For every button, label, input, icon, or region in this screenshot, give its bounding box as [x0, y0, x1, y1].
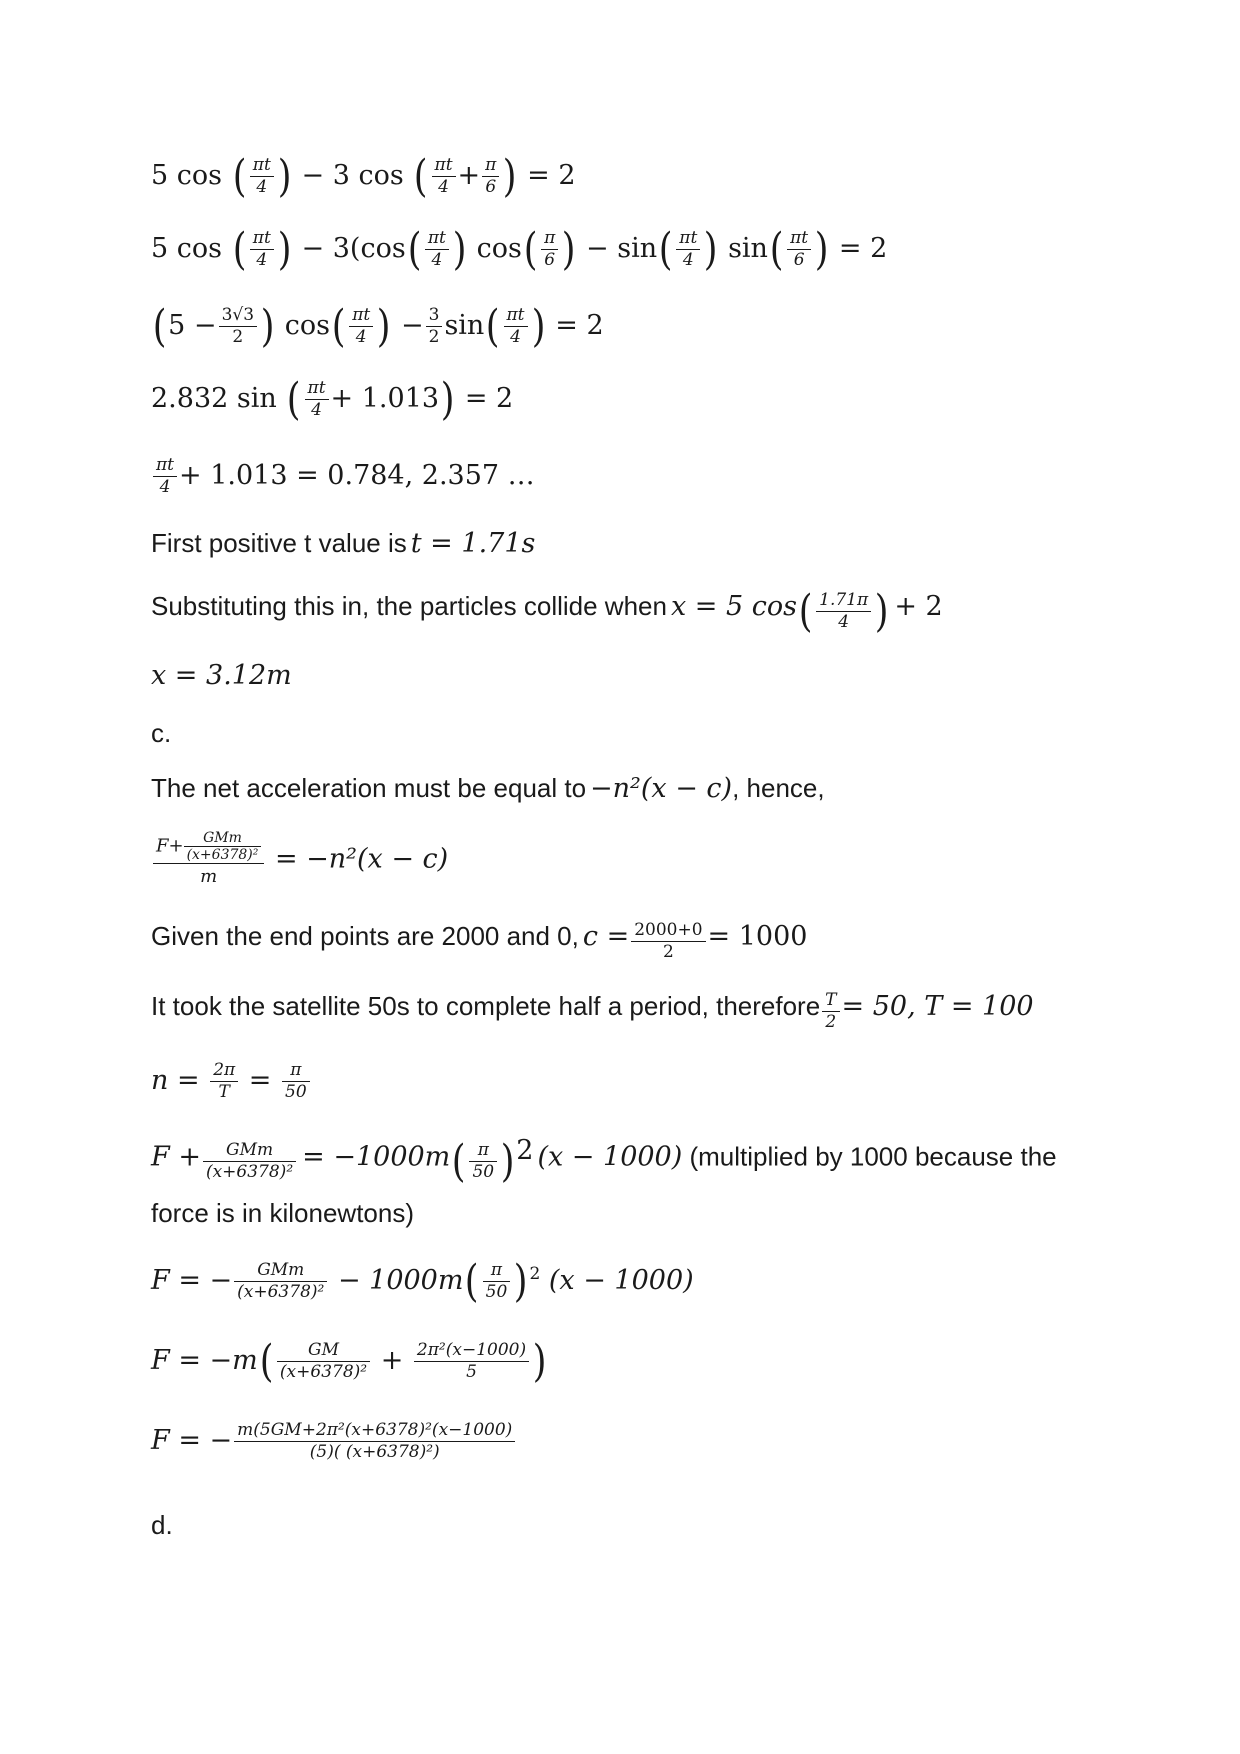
fraction: $\frac{\pi}{50}$ — [469, 1140, 497, 1183]
fraction: $\frac{\pi}{50}$ — [282, 1060, 310, 1103]
part-d-label: d. — [151, 1510, 173, 1540]
equation-step-5: $\frac{\pi t}{4}$ + 1.013 = 0.784, 2.357 … — [151, 455, 535, 498]
force-equation-4: F = − $\frac{\text{m(5GM+2π²(x+6378)²(x−1000)}}{\text{(5)( (x+6378)²)}}$ — [151, 1420, 517, 1463]
fraction: $\frac{3√3}{2}$ — [219, 305, 257, 348]
fraction: $\frac{3}{2}$ — [426, 305, 443, 348]
fraction: $\frac{\pi t}{4}$ — [305, 378, 329, 421]
fraction: $\frac{\pi t}{4}$ — [250, 155, 274, 198]
fraction: $\frac{\pi t}{4}$ — [349, 305, 373, 348]
net-acceleration-line: The net acceleration must be equal to −n²(x − c), hence, — [151, 773, 825, 804]
equation-step-4: 2.832 sin ( $\frac{\pi t}{4}$ + 1.013) = 2 — [151, 373, 514, 425]
fraction: $\frac{\pi t}{4}$ — [432, 155, 456, 198]
expr: − 3 cos — [301, 160, 404, 191]
fraction: $\frac{\pi t}{4}$ — [153, 455, 177, 498]
equation-step-3: (5 − $\frac{3√3}{2}$ ) cos( $\frac{\pi t}{4}$ ) − $\frac{3}{2}$ sin( $\frac{\pi t}{4}$ ) = 2 — [152, 300, 604, 352]
fraction: $\frac{T}{2}$ — [822, 990, 839, 1033]
fraction: $\frac{\pi}{6}$ — [541, 228, 558, 271]
expr: = 2 — [527, 160, 576, 191]
first-positive-line: First positive t value is t = 1.71s — [151, 528, 536, 559]
endpoints-line: Given the end points are 2000 and 0, c = $\frac{2000+0}{2}$ = 1000 — [151, 920, 808, 962]
fraction: $\frac{\text{2π²(x−1000)}}{5}$ — [414, 1340, 529, 1383]
fraction: $\frac{2000+0}{2}$ — [631, 920, 705, 963]
fraction: $\frac{\pi t}{6}$ — [787, 228, 811, 271]
x-result: x = 3.12m — [151, 660, 292, 691]
substituting-line: Substituting this in, the particles collide when x = 5 cos( $\frac{1.71\pi}{4}$ ) + 2 — [151, 585, 943, 637]
compound-fraction: F+ $\frac{\text{GMm}}{\text{(x+6378)²}}$ m — [153, 830, 264, 890]
force-equation-1: F + $\frac{\text{GMm}}{\text{(x+6378)²}}$ = −1000m( $\frac{\pi}{50}$ )$^2$ (x − 1000) (multiplied by 1000 because the — [151, 1135, 1057, 1187]
fraction: $\frac{\pi}{50}$ — [483, 1260, 511, 1303]
acceleration-equation: F+ $\frac{\text{GMm}}{\text{(x+6378)²}}$ m = −n²(x − c) — [151, 830, 448, 890]
fraction: $\frac{1.71\pi}{4}$ — [816, 590, 871, 633]
expr: 5 cos — [151, 160, 222, 191]
force-equation-3: F = −m( $\frac{GM}{\text{(x+6378)²}}$ + $\frac{\text{2π²(x−1000)}}{5}$ ) — [151, 1335, 547, 1387]
fraction: $\frac{\pi t}{4}$ — [676, 228, 700, 271]
fraction: $\frac{GM}{\text{(x+6378)²}}$ — [277, 1340, 370, 1383]
fraction: $\frac{\pi t}{4}$ — [425, 228, 449, 271]
n-equation: n = $\frac{2\pi}{T}$ = $\frac{\pi}{50}$ — [151, 1060, 312, 1103]
fraction: $\frac{\pi t}{4}$ — [250, 228, 274, 271]
force-equation-2: F = − $\frac{\text{GMm}}{\text{(x+6378)²}}$ − 1000m( $\frac{\pi}{50}$ ) $^2$ (x − 1000) — [151, 1255, 694, 1307]
fraction: $\frac{\pi}{6}$ — [482, 155, 499, 198]
force-note-continued: force is in kilonewtons) — [151, 1198, 414, 1228]
equation-step-1: 5 cos ( $\frac{\pi t}{4}$ ) − 3 cos ( $\frac{\pi t}{4}$ + $\frac{\pi}{6}$ ) = 2 — [151, 150, 576, 202]
fraction: $\frac{\text{GMm}}{\text{(x+6378)²}}$ — [234, 1260, 327, 1303]
fraction: $\frac{2\pi}{T}$ — [210, 1060, 238, 1103]
half-period-line: It took the satellite 50s to complete half a period, therefore $\frac{T}{2}$ = 50, T = 100 — [151, 990, 1034, 1032]
equation-step-2: 5 cos ( $\frac{\pi t}{4}$ ) − 3(cos( $\frac{\pi t}{4}$ ) cos( $\frac{\pi}{6}$ ) − sin( $\frac{\pi t}{4}$ ) sin( $\frac{\pi t}{6}$ ) = 2 — [151, 223, 888, 275]
fraction: $\frac{\pi t}{4}$ — [504, 305, 528, 348]
fraction: $\frac{\text{m(5GM+2π²(x+6378)²(x−1000)}}{\text{(5)( (x+6378)²)}}$ — [234, 1420, 515, 1463]
fraction: $\frac{\text{GMm}}{\text{(x+6378)²}}$ — [203, 1140, 296, 1183]
part-c-label: c. — [151, 718, 172, 748]
